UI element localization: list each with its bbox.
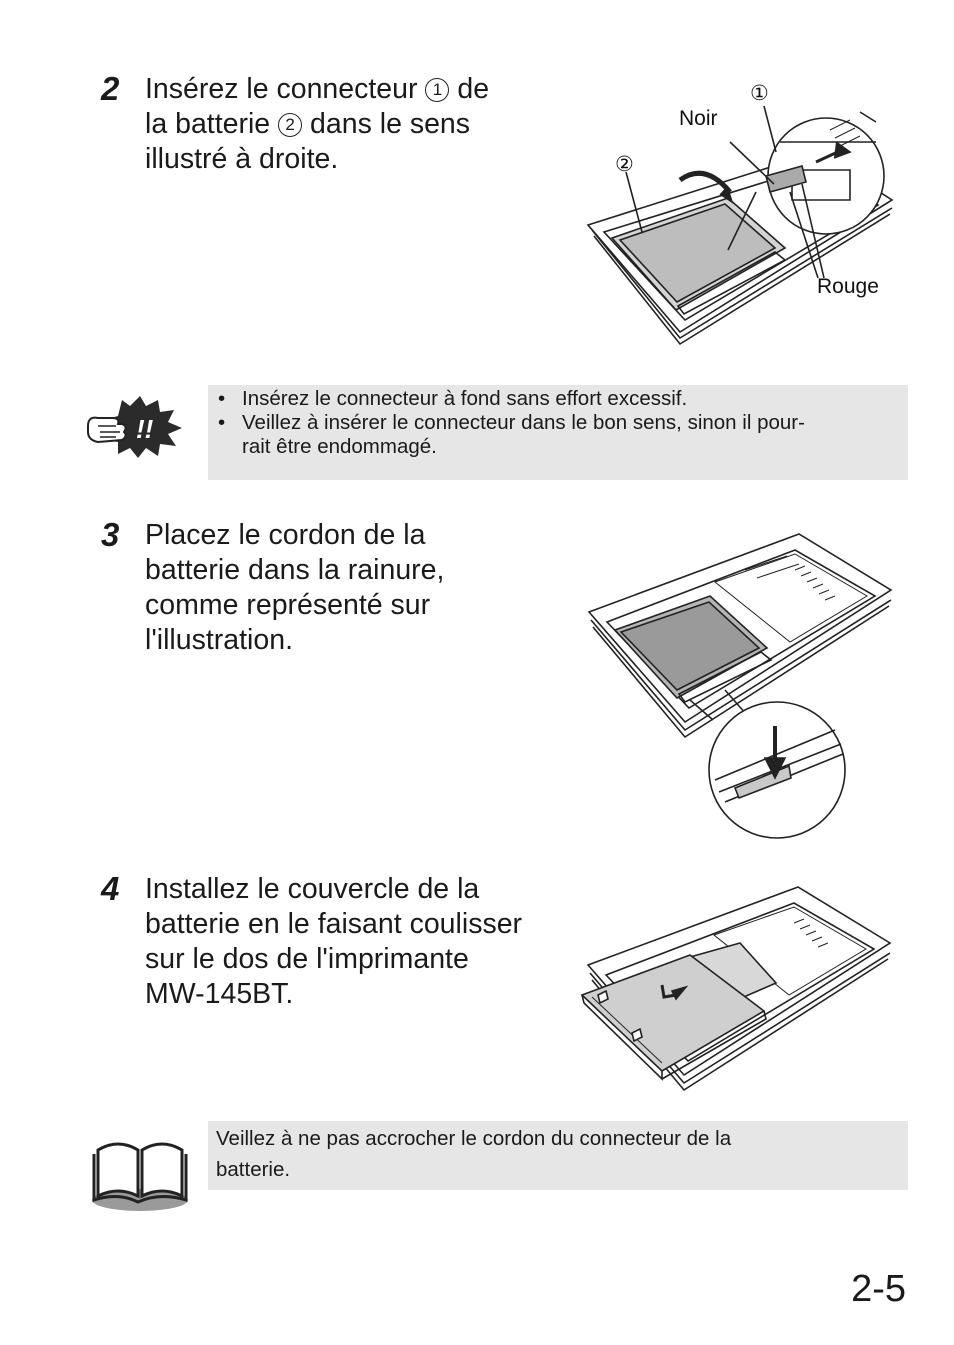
step-3-line-1: Placez le cordon de la (145, 519, 426, 551)
illustration-connect-battery (580, 80, 900, 350)
caution-hand-icon (82, 392, 190, 458)
label-red: Rouge (817, 275, 879, 298)
step-4-number: 4 (101, 870, 120, 907)
caution-box (208, 385, 908, 480)
bullet-dot: • (218, 411, 226, 434)
bullet-dot: • (218, 387, 226, 410)
caution-bullet-2: • Veillez à insérer le connecteur dans le bon sens, sinon il pour- rait être endommagé. (218, 411, 805, 458)
callout-2-marker: 2 (278, 113, 302, 137)
illustration-route-cord (585, 530, 895, 840)
step-2-text (145, 72, 489, 177)
caution-bullet-1: • Insérez le connecteur à fond sans effort excessif. (218, 387, 688, 410)
step-3-line-3: comme représenté sur (145, 589, 431, 621)
step-3-line-4: l'illustration. (145, 624, 293, 656)
step-4-line-1: Installez le couvercle de la (145, 873, 480, 905)
step-4-line-2: batterie en le faisant coulisser (145, 908, 523, 940)
illustration-callout-1: ① (750, 82, 769, 105)
step-2-number: 2 (101, 70, 120, 107)
callout-1-marker: 1 (425, 78, 449, 102)
step-4-line-3: sur le dos de l'imprimante (145, 943, 469, 975)
step-2-line-1: Insérez le connecteur 1 de (145, 73, 490, 105)
illustration-callout-2: ② (615, 153, 634, 176)
step-2-line-2: la batterie 2 dans le sens (145, 108, 471, 140)
note-line-2: batterie. (216, 1158, 291, 1181)
step-3-number: 3 (101, 516, 120, 553)
step-3-line-2: batterie dans la rainure, (145, 554, 445, 586)
page-number: 2-5 (851, 1268, 906, 1310)
step-3-text (145, 518, 444, 658)
note-line-1: Veillez à ne pas accrocher le cordon du connecteur de la (216, 1127, 732, 1150)
label-black: Noir (679, 107, 718, 130)
note-box (208, 1121, 908, 1190)
illustration-battery-cover (580, 883, 895, 1093)
open-book-icon (88, 1130, 192, 1214)
step-2-line-3: illustré à droite. (145, 143, 339, 175)
step-4-line-4: MW-145BT. (145, 978, 294, 1010)
step-4-text (145, 872, 522, 1012)
caution-badge-text: !! (136, 414, 154, 444)
